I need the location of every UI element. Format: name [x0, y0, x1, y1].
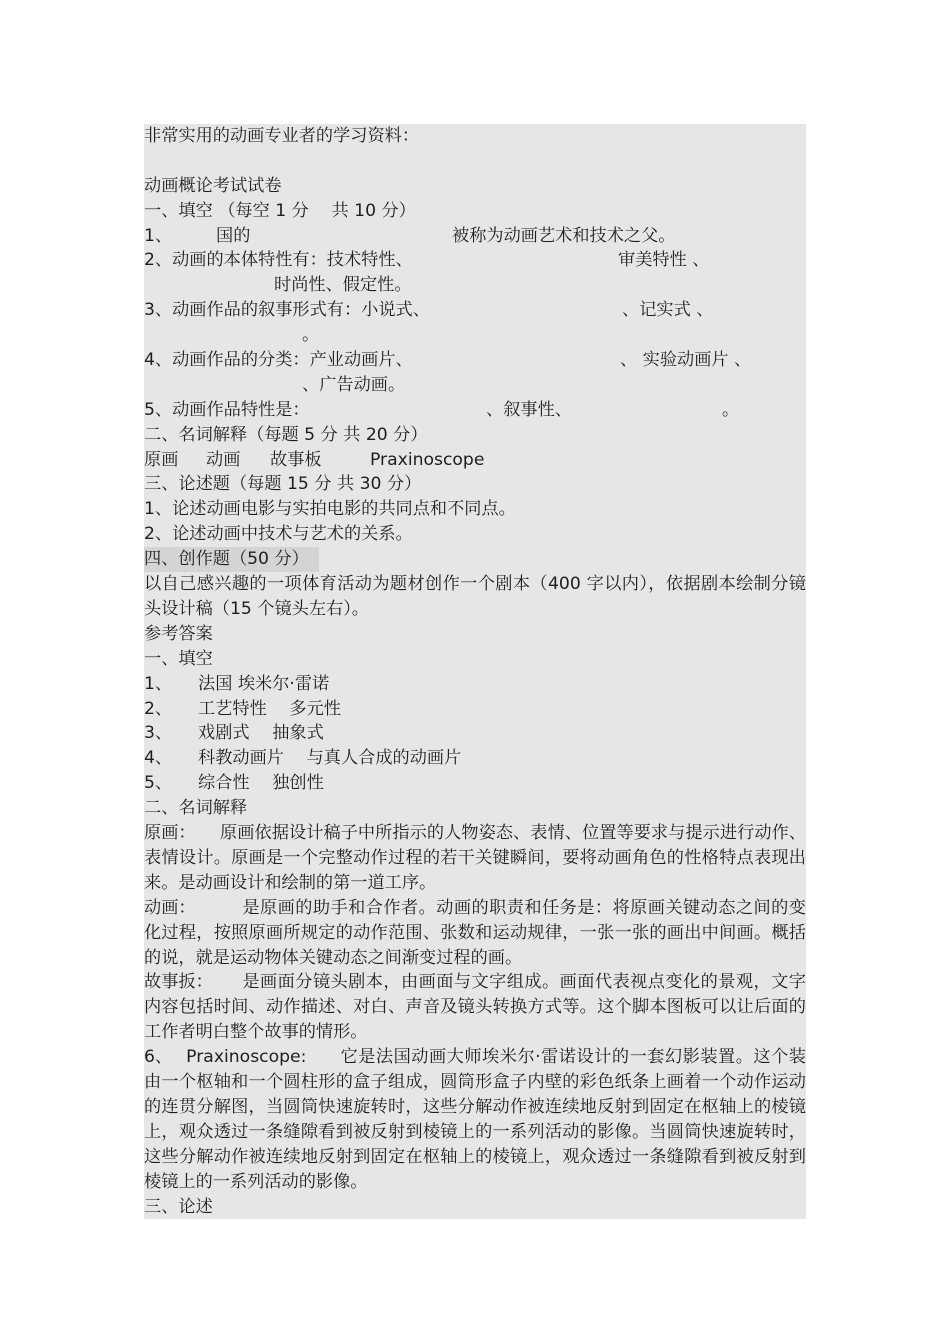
answer-2-text: 工艺特性 多元性: [198, 698, 341, 719]
answer-fill-1: [144, 672, 806, 697]
q5-text-c: 。: [722, 399, 740, 420]
fill-question-2-cont: [144, 273, 806, 298]
section4-heading-line: [144, 547, 806, 572]
q4-text-c: 、广告动画。: [302, 374, 406, 395]
fill-question-4-cont: [144, 373, 806, 398]
answer-1-number: 1、: [144, 673, 173, 694]
section4-heading: 四、创作题（50 分）: [144, 547, 319, 572]
q1-country: 国的: [216, 225, 251, 246]
q3-text-c: 。: [302, 325, 320, 346]
term-2: 动画: [206, 449, 241, 470]
definition-praxinoscope: [144, 1045, 806, 1194]
term-1: 原画: [144, 449, 179, 470]
answers-essay-heading: 三、论述: [144, 1195, 806, 1220]
answer-3-text: 戏剧式 抽象式: [198, 723, 324, 744]
definition-storyboard-label: 故事扳：: [144, 972, 213, 993]
definition-storyboard: [144, 970, 806, 1045]
answer-fill-5: [144, 771, 806, 796]
term-4: Praxinoscope: [370, 449, 485, 470]
section4-body: 以自己感兴趣的一项体育活动为题材创作一个剧本（400 字以内），依据剧本绘制分镜头设计稿（15 个镜头左右）。: [144, 572, 806, 622]
q2-text-b: 审美特性 、: [618, 250, 710, 271]
section1-heading: 一、填空 （每空 1 分 共 10 分）: [144, 199, 806, 224]
definition-donghua-text: 是原画的助手和合作者。动画的职责和任务是：将原画关键动态之间的变化过程，按照原画所规定的动作范围、张数和运动规律，一张一张的画出中间画。概括的说，就是运动物体关键动态之间渐变过程的画。: [144, 897, 806, 968]
q3-text-b: 、记实式 、: [622, 300, 714, 321]
section3-heading: 三、论述题（每题 15 分 共 30 分）: [144, 472, 806, 497]
fill-question-3: [144, 298, 806, 323]
answer-3-number: 3、: [144, 723, 173, 744]
answers-fill-heading: 一、填空: [144, 647, 806, 672]
answer-5-text: 综合性 独创性: [198, 773, 324, 794]
answer-2-number: 2、: [144, 698, 173, 719]
term-3: 故事板: [270, 449, 322, 470]
q1-number: 1、: [144, 225, 173, 246]
exam-title: 动画概论考试试卷: [144, 174, 806, 199]
fill-question-5: [144, 398, 806, 423]
fill-question-1: [144, 224, 806, 249]
definition-donghua: [144, 896, 806, 971]
q4-text-b: 、 实验动画片 、: [620, 350, 752, 371]
definition-donghua-label: 动画：: [144, 897, 196, 918]
fill-question-3-cont: [144, 323, 806, 348]
document-content: [144, 124, 806, 1219]
q2-text-c: 时尚性、假定性。: [274, 275, 412, 296]
definition-yuanhua: [144, 821, 806, 896]
q1-text: 被称为动画艺术和技术之父。: [452, 225, 676, 246]
essay-question-2: 2、论述动画中技术与艺术的关系。: [144, 522, 806, 547]
terms-line: [144, 448, 806, 473]
fill-question-4: [144, 348, 806, 373]
definition-yuanhua-text: 原画依据设计稿子中所指示的人物姿态、表情、位置等要求与提示进行动作、表情设计。原画是一个完整动作过程的若干关键瞬间，要将动画角色的性格特点表现出来。是动画设计和绘制的第一道工序。: [144, 822, 806, 893]
answer-4-text: 科教动画片 与真人合成的动画片: [198, 748, 462, 769]
q2-text-a: 2、动画的本体特性有：技术特性、: [144, 250, 413, 271]
q3-text-a: 3、动画作品的叙事形式有：小说式、: [144, 300, 430, 321]
answers-terms-heading: 二、名词解释: [144, 796, 806, 821]
answer-fill-2: [144, 697, 806, 722]
fill-question-2: [144, 248, 806, 273]
definition-yuanhua-label: 原画：: [144, 822, 196, 843]
answer-4-number: 4、: [144, 748, 173, 769]
q5-text-a: 5、动画作品特性是：: [144, 399, 310, 420]
q4-text-a: 4、动画作品的分类：产业动画片、: [144, 350, 413, 371]
intro-line: 非常实用的动画专业者的学习资料：: [144, 124, 806, 149]
definition-praxinoscope-label: 6、 Praxinoscope:: [144, 1047, 307, 1068]
answer-fill-4: [144, 746, 806, 771]
section2-heading: 二、名词解释（每题 5 分 共 20 分）: [144, 423, 806, 448]
answer-fill-3: [144, 721, 806, 746]
q5-text-b: 、叙事性、: [486, 399, 572, 420]
answers-heading: 参考答案: [144, 622, 806, 647]
essay-question-1: 1、论述动画电影与实拍电影的共同点和不同点。: [144, 497, 806, 522]
blank-line: [144, 149, 806, 174]
answer-1-text: 法国 埃米尔·雷诺: [198, 673, 330, 694]
definition-praxinoscope-text: 它是法国动画大师埃米尔·雷诺设计的一套幻影装置。这个装由一个枢轴和一个圆柱形的盒子组成，圆筒形盒子内壁的彩色纸条上画着一个动作运动的连贯分解图，当圆筒快速旋转时，这些分解动作被连续地反射到固定在枢轴上的棱镜上，观众透过一条缝隙看到被反射到棱镜上的一系列活动的影像。当圆筒快速旋转时，这些分解动作被连续地反射到固定在枢轴上的棱镜上，观众透过一条缝隙看到被反射到棱镜上的一系列活动的影像。: [144, 1047, 806, 1192]
definition-storyboard-text: 是画面分镜头剧本，由画面与文字组成。画面代表视点变化的景观，文字内容包括时间、动作描述、对白、声音及镜头转换方式等。这个脚本图板可以让后面的工作者明白整个故事的情形。: [144, 972, 806, 1043]
answer-5-number: 5、: [144, 773, 173, 794]
